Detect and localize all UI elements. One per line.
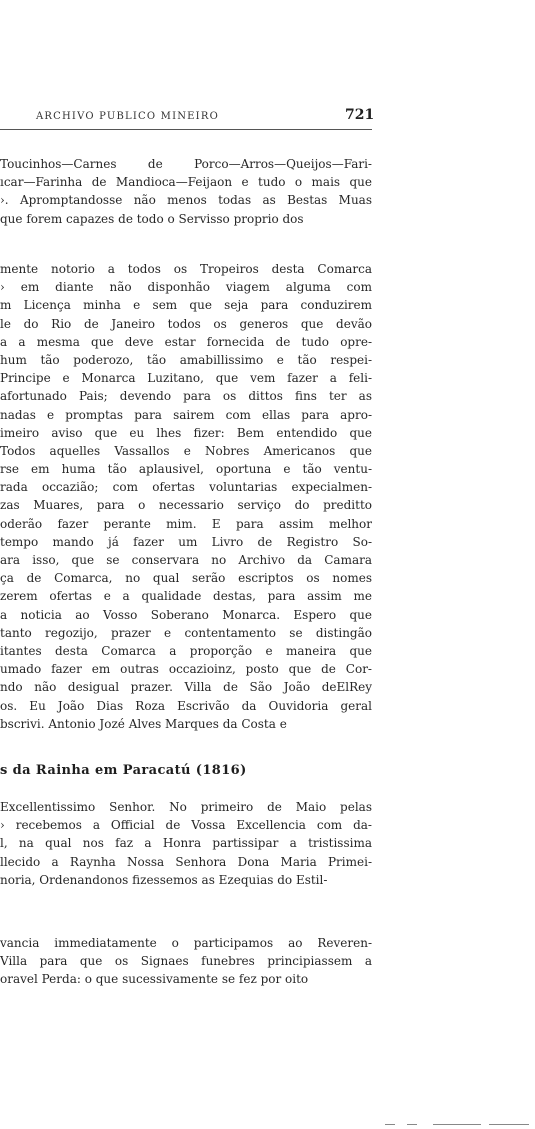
- text-line: oravel Perda: o que sucessivamente se fez por oito: [0, 972, 309, 987]
- page-number: 721: [345, 107, 375, 123]
- text-line: › em diante não disponhão viagem alguma com: [0, 280, 372, 295]
- header-rule: [0, 129, 372, 130]
- text-line: os. Eu João Dias Roza Escrivão da Ouvidoria geral: [0, 698, 372, 713]
- footer-rule-segment: [489, 1124, 529, 1125]
- text-line: a a mesma que deve estar fornecida de tudo opre-: [0, 334, 372, 349]
- text-line: nadas e promptas para sairem com ellas para apro-: [0, 407, 372, 422]
- section-heading: s da Rainha em Paracatú (1816): [0, 763, 247, 778]
- text-line: tempo mando já fazer um Livro de Registro So-: [0, 534, 372, 549]
- text-line: ıcar—Farinha de Mandioca—Feijaon e tudo o mais que: [0, 175, 372, 190]
- text-line: que forem capazes de todo o Servisso proprio dos: [0, 211, 304, 226]
- footer-rule: [385, 1124, 535, 1127]
- page-header: [0, 107, 535, 129]
- text-line: afortunado Pais; devendo para os dittos fins ter as: [0, 389, 372, 404]
- paragraph-4: [0, 934, 372, 989]
- text-line: Todos aquelles Vassallos e Nobres Americanos que: [0, 443, 372, 458]
- paragraph-1: [0, 155, 372, 228]
- footer-rule-segment: [407, 1124, 417, 1125]
- text-line: zas Muares, para o necessario serviço do preditto: [0, 498, 372, 513]
- text-line: mente notorio a todos os Tropeiros desta Comarca: [0, 262, 372, 276]
- paragraph-3: [0, 798, 372, 889]
- text-line: Toucinhos—Carnes de Porco—Arros—Queijos—Fari-: [0, 157, 372, 171]
- text-line: umado fazer em outras occazioinz, posto que de Cor-: [0, 662, 372, 677]
- text-line: ndo não desigual prazer. Villa de São João deElRey: [0, 680, 372, 695]
- text-line: m Licença minha e sem que seja para conduzirem: [0, 298, 372, 313]
- text-line: rse em huma tão aplausivel, oportuna e tão ventu-: [0, 462, 372, 477]
- running-head: ARCHIVO PUBLICO MINEIRO: [36, 111, 219, 122]
- text-line: noria, Ordenandonos fizessemos as Ezequias do Estil-: [0, 872, 328, 887]
- text-line: imeiro aviso que eu lhes fizer: Bem entendido que: [0, 425, 372, 440]
- text-line: › recebemos a Official de Vossa Excellencia com da-: [0, 818, 372, 833]
- footer-rule-segment: [385, 1124, 395, 1125]
- text-line: oderão fazer perante mim. E para assim melhor: [0, 516, 372, 531]
- text-line: l, na qual nos faz a Honra partissipar a tristissima: [0, 836, 372, 851]
- text-line: Principe e Monarca Luzitano, que vem fazer a feli-: [0, 371, 372, 386]
- text-line: zerem ofertas e a qualidade destas, para assim me: [0, 589, 372, 604]
- paragraph-2: [0, 260, 372, 733]
- text-line: hum tão poderozo, tão amabillissimo e tão respei-: [0, 352, 372, 367]
- text-line: Villa para que os Signaes funebres principiassem a: [0, 954, 372, 969]
- text-line: llecido a Raynha Nossa Senhora Dona Maria Primei-: [0, 854, 372, 869]
- footer-rule-segment: [433, 1124, 481, 1125]
- text-line: tanto regozijo, prazer e contentamento se distingão: [0, 625, 372, 640]
- text-line: ›. Apromptandosse não menos todas as Bestas Muas: [0, 193, 372, 208]
- text-line: vancia immediatamente o participamos ao Reveren-: [0, 936, 372, 950]
- text-line: le do Rio de Janeiro todos os generos que devão: [0, 316, 372, 331]
- text-line: ara isso, que se conservara no Archivo da Camara: [0, 553, 372, 567]
- text-line: rada occazião; com ofertas voluntarias expecialmen-: [0, 480, 372, 495]
- text-line: ça de Comarca, no qual serão escriptos os nomes: [0, 571, 372, 586]
- text-line: Excellentissimo Senhor. No primeiro de Maio pelas: [0, 800, 372, 814]
- text-line: itantes desta Comarca a proporção e maneira que: [0, 643, 372, 658]
- text-line: a noticia ao Vosso Soberano Monarca. Espero que: [0, 607, 372, 622]
- text-line: bscrivi. Antonio Jozé Alves Marques da Costa e: [0, 716, 287, 731]
